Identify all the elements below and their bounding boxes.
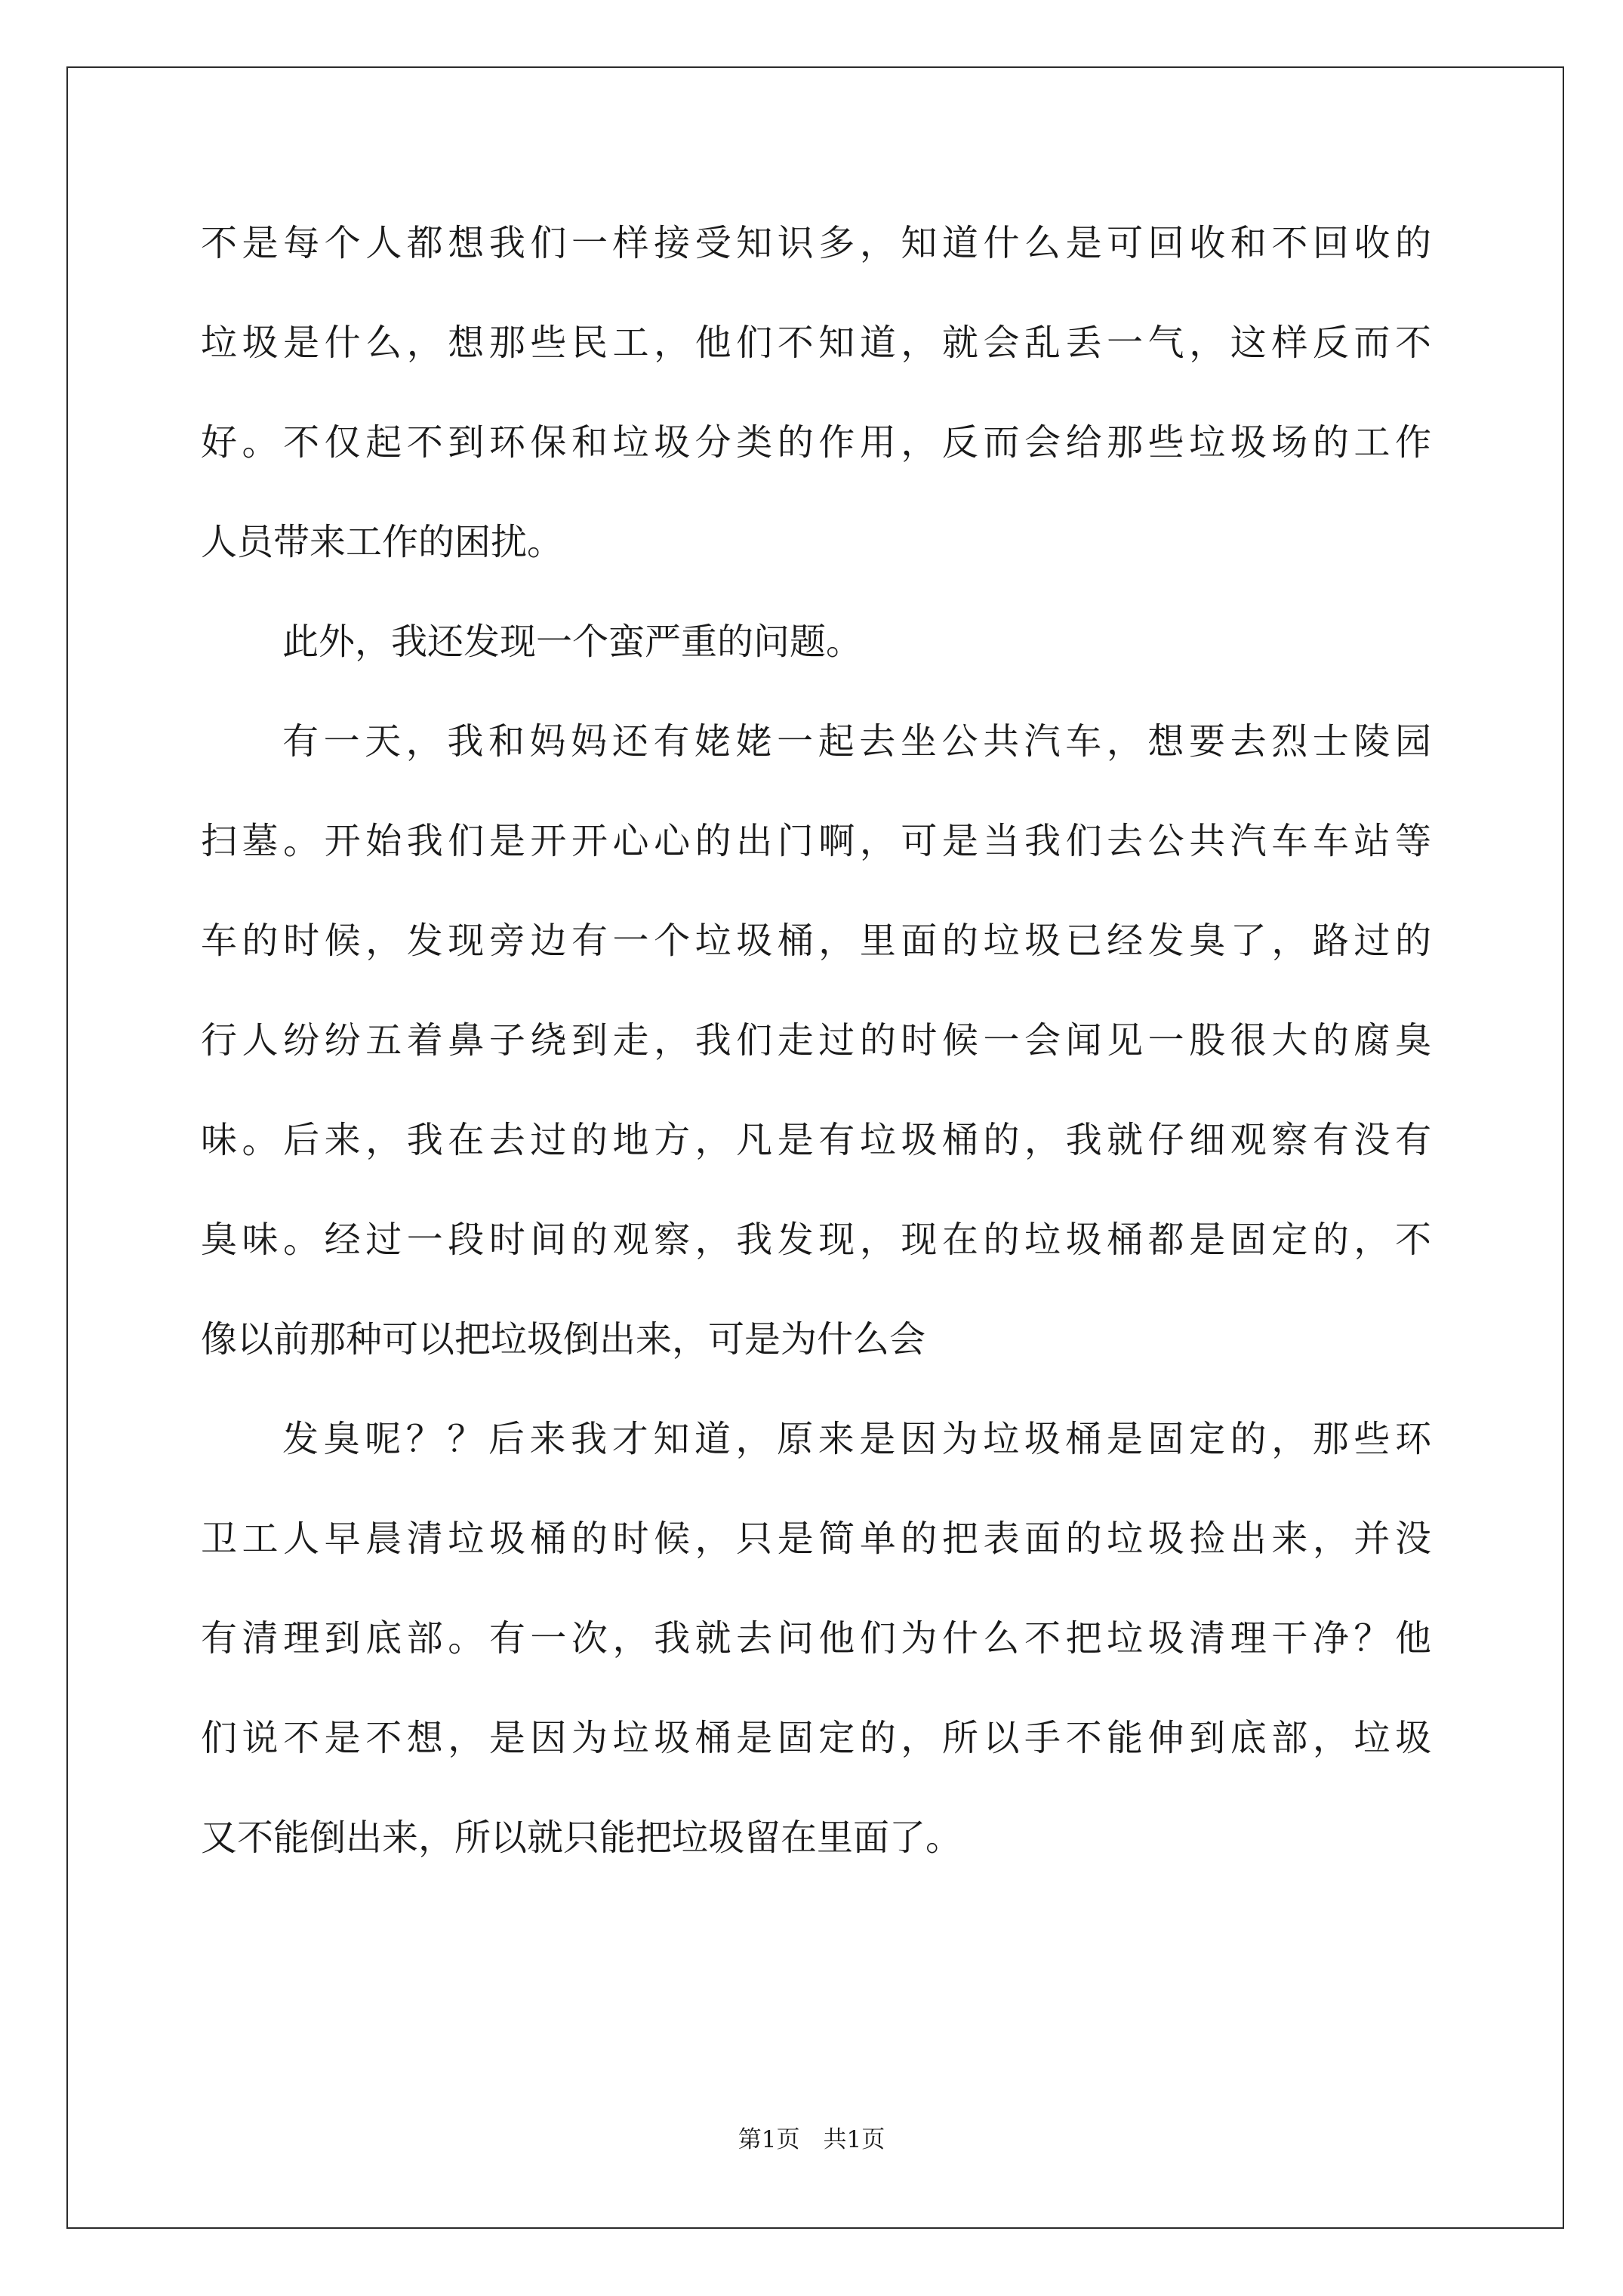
page-footer: 第1页 共1页 bbox=[738, 2126, 885, 2153]
text-line: 味。后来，我在去过的地方，凡是有垃圾桶的，我就仔细观察有没有 bbox=[201, 1119, 1431, 1161]
paragraph-line: 有一天，我和妈妈还有姥姥一起去坐公共汽车，想要去烈士陵园 bbox=[282, 720, 1431, 763]
text-line: 垃圾是什么，想那些民工，他们不知道，就会乱丢一气，这样反而不 bbox=[201, 322, 1431, 364]
text-line: 有清理到底部。有一次，我就去问他们为什么不把垃圾清理干净？他 bbox=[201, 1617, 1431, 1660]
text-line: 车的时候，发现旁边有一个垃圾桶，里面的垃圾已经发臭了，路过的 bbox=[201, 920, 1431, 962]
text-line: 们说不是不想，是因为垃圾桶是固定的，所以手不能伸到底部，垃圾 bbox=[201, 1717, 1431, 1759]
text-line: 行人纷纷五着鼻子绕到走，我们走过的时候一会闻见一股很大的腐臭 bbox=[201, 1019, 1431, 1062]
text-line: 好。不仅起不到环保和垃圾分类的作用，反而会给那些垃圾场的工作 bbox=[201, 421, 1431, 464]
paragraph-line: 此外，我还发现一个蛮严重的问题。 bbox=[282, 621, 863, 663]
text-line: 臭味。经过一段时间的观察，我发现，现在的垃圾桶都是固定的，不 bbox=[201, 1219, 1431, 1261]
text-line: 扫墓。开始我们是开开心心的出门啊，可是当我们去公共汽车车站等 bbox=[201, 820, 1431, 862]
text-line: 人员带来工作的困扰。 bbox=[201, 521, 564, 563]
paragraph-line: 发臭呢？？后来我才知道，原来是因为垃圾桶是固定的，那些环 bbox=[282, 1418, 1431, 1460]
text-line: 又不能倒出来，所以就只能把垃圾留在里面了。 bbox=[201, 1817, 962, 1859]
text-line: 卫工人早晨清垃圾桶的时候，只是简单的把表面的垃圾捡出来，并没 bbox=[201, 1518, 1431, 1560]
text-line: 不是每个人都想我们一样接受知识多，知道什么是可回收和不回收的 bbox=[201, 222, 1431, 264]
text-line: 像以前那种可以把垃圾倒出来，可是为什么会 bbox=[201, 1318, 926, 1361]
